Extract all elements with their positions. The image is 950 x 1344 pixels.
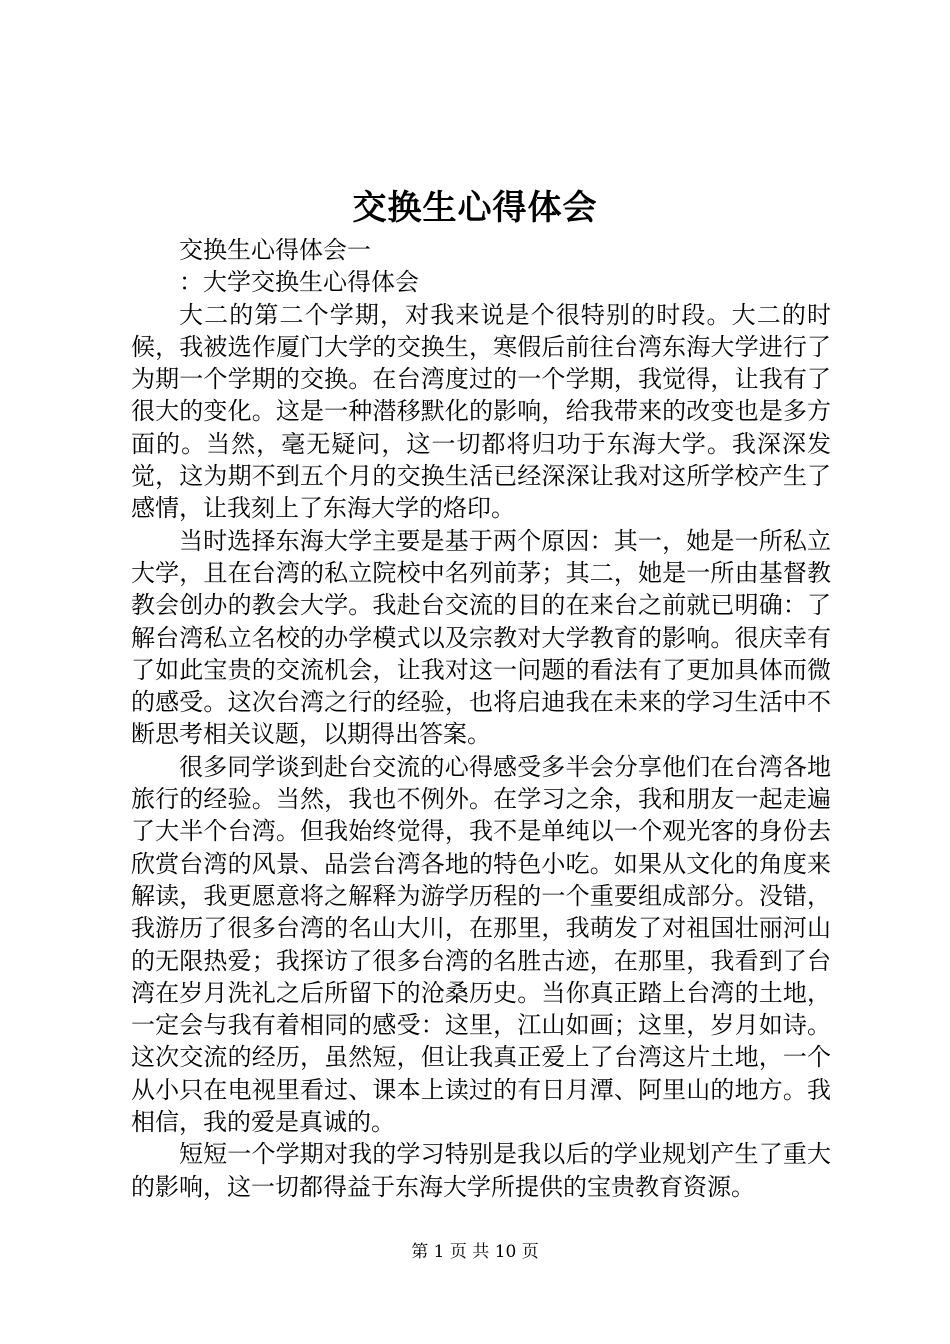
subtitle-line: ：大学交换生心得体会 [179, 268, 419, 297]
body-paragraph: 大二的第二个学期，对我来说是个很特别的时段。大二的时候，我被选作厦门大学的交换生，寒假后前往台湾东海大学进行了为期一个学期的交换。在台湾度过的一个学期，我觉得，让我有了很大的变化。这是一种潜移默化的影响，给我带来的改变也是多方面的。当然，毫无疑问，这一切都将归功于东海大学。我深深发觉，这为期不到五个月的交换生活已经深深让我对这所学校产生了感情，让我刻上了东海大学的烙印。 [131, 300, 831, 523]
page-number-footer: 第 1 页 共 10 页 [411, 1242, 539, 1262]
page-title: 交换生心得体会 [352, 188, 598, 228]
document-body [131, 234, 831, 1203]
body-paragraph: 很多同学谈到赴台交流的心得感受多半会分享他们在台湾各地旅行的经验。当然，我也不例外。在学习之余，我和朋友一起走遍了大半个台湾。但我始终觉得，我不是单纯以一个观光客的身份去欣赏台湾的风景、品尝台湾各地的特色小吃。如果从文化的角度来解读，我更愿意将之解释为游学历程的一个重要组成部分。没错，我游历了很多台湾的名山大川，在那里，我萌发了对祖国壮丽河山的无限热爱；我探访了很多台湾的名胜古迹，在那里，我看到了台湾在岁月洗礼之后所留下的沧桑历史。当你真正踏上台湾的土地，一定会与我有着相同的感受：这里，江山如画；这里，岁月如诗。这次交流的经历，虽然短，但让我真正爱上了台湾这片土地，一个从小只在电视里看过、课本上读过的有日月潭、阿里山的地方。我相信，我的爱是真诚的。 [131, 752, 831, 1137]
subtitle-line: 交换生心得体会一 [179, 236, 371, 264]
body-paragraph: 短短一个学期对我的学习特别是我以后的学业规划产生了重大的影响，这一切都得益于东海大学所提供的宝贵教育资源。 [131, 1140, 831, 1201]
body-paragraph: 当时选择东海大学主要是基于两个原因：其一，她是一所私立大学，且在台湾的私立院校中名列前茅；其二，她是一所由基督教教会创办的教会大学。我赴台交流的目的在来台之前就已明确：了解台湾私立名校的办学模式以及宗教对大学教育的影响。很庆幸有了如此宝贵的交流机会，让我对这一问题的看法有了更加具体而微的感受。这次台湾之行的经验，也将启迪我在未来的学习生活中不断思考相关议题，以期得出答案。 [131, 526, 831, 749]
